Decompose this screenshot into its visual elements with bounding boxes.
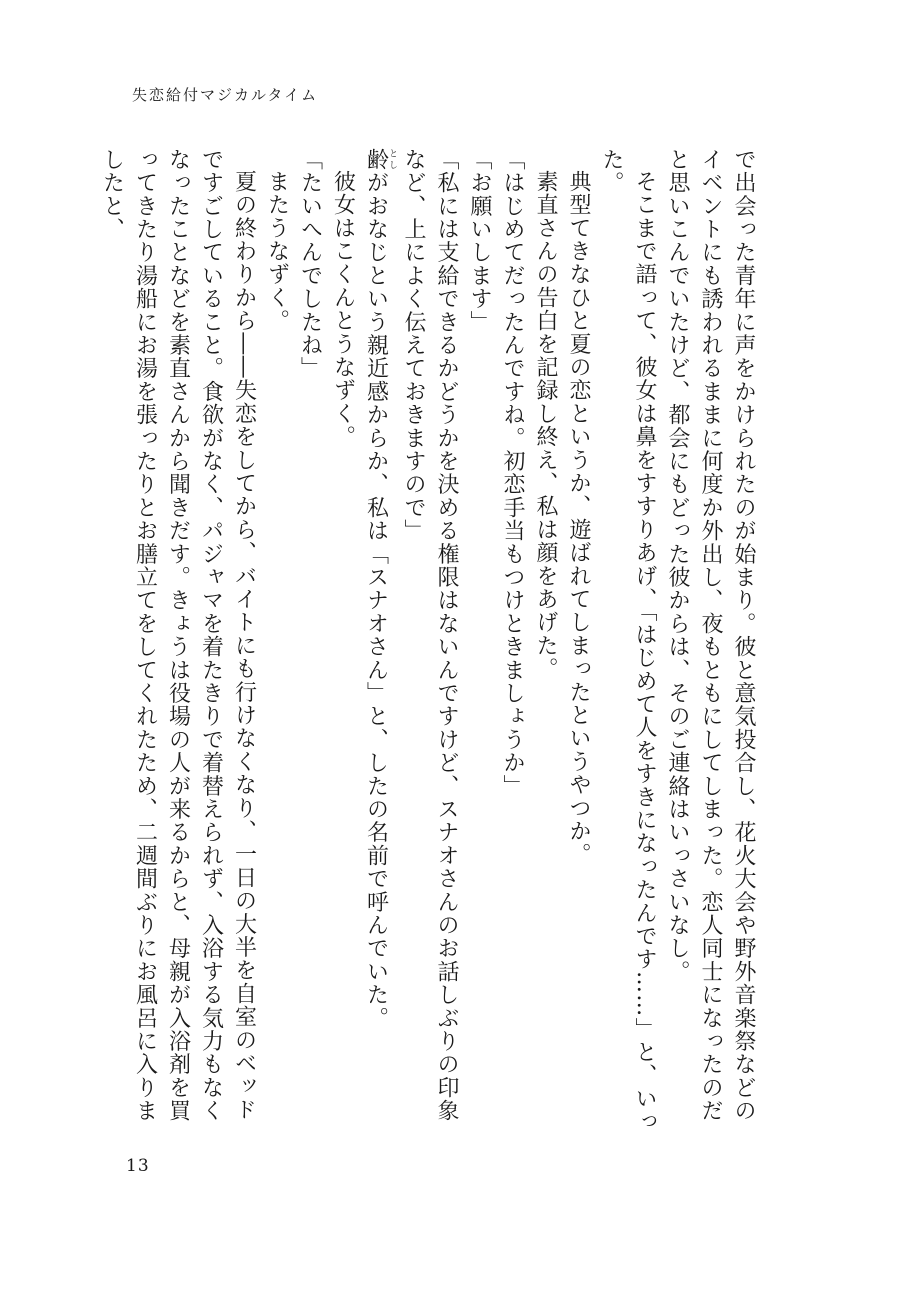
ruby-word [363,148,397,172]
dialogue-4: 「たいへんでしたね」 [297,148,323,380]
paragraph-6: 彼女はこくんとうなずく。 [330,170,356,449]
paragraph-3: 典型てきなひと夏の恋というか、遊ばれてしまったというやつか。 [566,170,591,866]
page-number: 13 [126,1156,150,1176]
body-text [100,148,760,1138]
paragraph-2: そこまで語って、彼女は鼻をすすりあげ、「はじめて人をすきになったんです……」と、いった。 [599,148,657,1134]
dialogue-1: 「はじめてだったんですね。初恋手当もつけときましょうか」 [500,148,525,798]
running-head: 失恋給付マジカルタイム [132,86,319,104]
ruby-base: 齢 [363,148,389,172]
paragraph-5 [360,148,398,1138]
paragraph-1: で出会った青年に声をかけられたのが始まり。彼と意気投合し、花火大会や野外音楽祭などのイベントにも誘われるままに何度か外出し、夜もともにしてしまった。恋人同士になったのだと思いこんでいたけど、都会にもどった彼からは、そのご連絡はいっさいなし。 [665,148,756,1123]
paragraph-4: 素直さんの告白を記録し終え、私は顔をあげた。 [533,170,558,681]
paragraph-8: 夏の終わりから――失恋をしてから、バイトにも行けなくなり、一日の大半を自室のベッドですごしていること。食欲がなく、パジャマを着たきりで着替えられず、入浴する気力もなくなったことなどを素直さんから聞きだす。きょうは役場の人が来るからと、母親が入浴剤を買ってきたり湯船にお湯を張ったりとお膳立てをしてくれたため、二週間ぶりにお風呂に入りましたと、 [100,148,257,1123]
ruby-reading: とし [387,148,397,172]
dialogue-3: 「私には支給できるかどうかを決める権限はないんですけど、スナオさんのお話しぶりの印象など、上によく伝えておきますので」 [401,148,459,1123]
dialogue-2: 「お願いします」 [467,148,492,334]
paragraph-5-rest: がおなじという親近感からか、私は「スナオさん」と、したの名前で呼んでいた。 [363,171,389,1030]
paragraph-7: またうなずく。 [264,170,290,333]
